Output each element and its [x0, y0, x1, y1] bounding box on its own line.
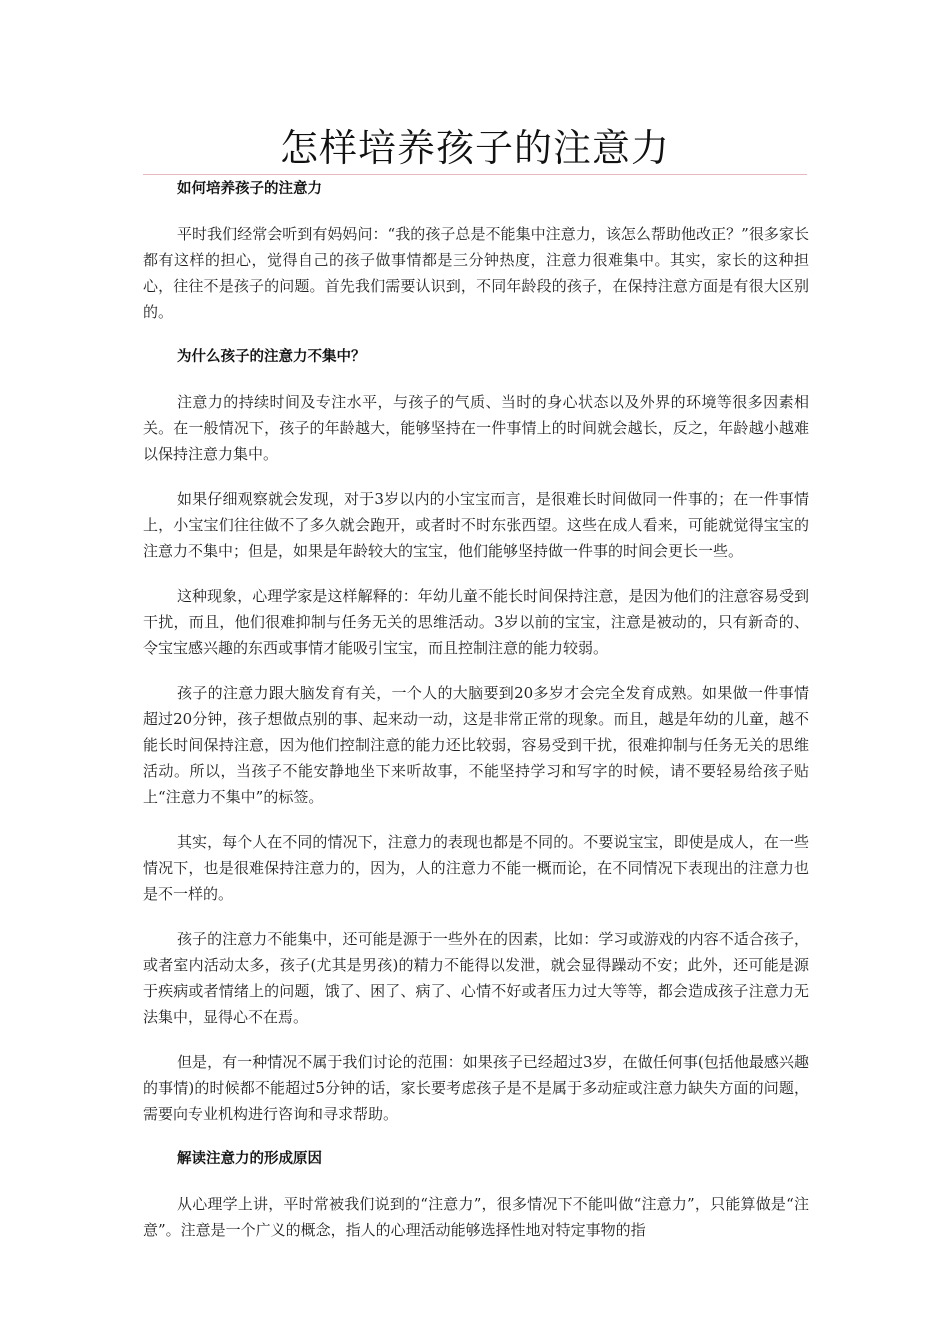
paragraph: 这种现象，心理学家是这样解释的：年幼儿童不能长时间保持注意，是因为他们的注意容易受到干扰，而且，他们很难抑制与任务无关的思维活动。3岁以前的宝宝，注意是被动的，只有新奇的、令宝宝感兴趣的东西或事情才能吸引宝宝，而且控制注意的能力较弱。: [143, 587, 809, 657]
page-title: 怎样培养孩子的注意力: [279, 126, 670, 170]
paragraph: 但是，有一种情况不属于我们讨论的范围：如果孩子已经超过3岁，在做任何事(包括他最感兴趣的事情)的时候都不能超过5分钟的话，家长要考虑孩子是不是属于多动症或注意力缺失方面的问题，需要向专业机构进行咨询和寻求帮助。: [143, 1053, 809, 1123]
paragraph: 平时我们经常会听到有妈妈问：“我的孩子总是不能集中注意力，该怎么帮助他改正？”很多家长都有这样的担心，觉得自己的孩子做事情都是三分钟热度，注意力很难集中。其实，家长的这种担心，往往不是孩子的问题。首先我们需要认识到，不同年龄段的孩子，在保持注意方面是有很大区别的。: [143, 225, 809, 321]
section-heading: 为什么孩子的注意力不集中？: [177, 349, 366, 365]
paragraph: 从心理学上讲，平时常被我们说到的“注意力”，很多情况下不能叫做“注意力”，只能算做是“注意”。注意是一个广义的概念，指人的心理活动能够选择性地对特定事物的指: [143, 1195, 809, 1239]
paragraph: 孩子的注意力不能集中，还可能是源于一些外在的因素，比如：学习或游戏的内容不适合孩子，或者室内活动太多，孩子(尤其是男孩)的精力不能得以发泄，就会显得躁动不安；此外，还可能是源于疾病或者情绪上的问题，饿了、困了、病了、心情不好或者压力过大等等，都会造成孩子注意力无法集中，显得心不在焉。: [143, 930, 809, 1026]
document-body: [143, 176, 809, 1262]
section-heading: 如何培养孩子的注意力: [177, 181, 322, 197]
paragraph: 注意力的持续时间及专注水平，与孩子的气质、当时的身心状态以及外界的环境等很多因素相关。在一般情况下，孩子的年龄越大，能够坚持在一件事情上的时间就会越长，反之，年龄越小越难以保持注意力集中。: [143, 393, 809, 463]
paragraph: 其实，每个人在不同的情况下，注意力的表现也都是不同的。不要说宝宝，即使是成人，在一些情况下，也是很难保持注意力的，因为，人的注意力不能一概而论，在不同情况下表现出的注意力也是不一样的。: [143, 833, 809, 903]
paragraph: 孩子的注意力跟大脑发育有关，一个人的大脑要到20多岁才会完全发育成熟。如果做一件事情超过20分钟，孩子想做点别的事、起来动一动，这是非常正常的现象。而且，越是年幼的儿童，越不能长时间保持注意，因为他们控制注意的能力还比较弱，容易受到干扰，很难抑制与任务无关的思维活动。所以，当孩子不能安静地坐下来听故事，不能坚持学习和写字的时候，请不要轻易给孩子贴上“注意力不集中”的标签。: [143, 684, 809, 806]
paragraph: 如果仔细观察就会发现，对于3岁以内的小宝宝而言，是很难长时间做同一件事的；在一件事情上，小宝宝们往往做不了多久就会跑开，或者时不时东张西望。这些在成人看来，可能就觉得宝宝的注意力不集中；但是，如果是年龄较大的宝宝，他们能够坚持做一件事的时间会更长一些。: [143, 490, 809, 560]
section-heading: 解读注意力的形成原因: [177, 1151, 322, 1167]
title-divider: [143, 174, 807, 175]
